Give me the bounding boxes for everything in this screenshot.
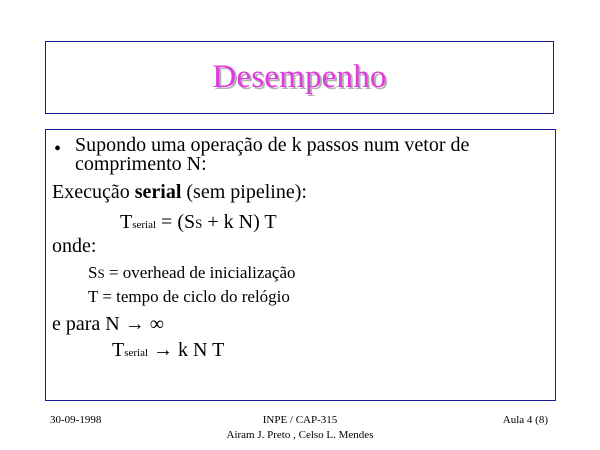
- ss-text: = overhead de inicialização: [104, 263, 296, 282]
- exec-serial-line: [52, 182, 307, 202]
- formula2-rest: → k N T: [148, 339, 225, 361]
- content-box: [45, 129, 556, 401]
- exec-suffix: (sem pipeline):: [181, 181, 307, 203]
- footer-center-line2: Airam J. Preto , Celso L. Mendes: [226, 429, 374, 441]
- title-box: [45, 41, 554, 114]
- formula-sub-serial: serial: [132, 219, 157, 231]
- ss-sub: S: [97, 266, 105, 281]
- formula-serial: [120, 212, 277, 235]
- formula-T: T: [120, 211, 133, 233]
- ss-definition: [88, 264, 296, 283]
- formula-eq: = (S: [156, 211, 196, 233]
- footer-page: Aula 4 (8): [502, 414, 548, 426]
- t-definition: T = tempo de ciclo do relógio: [88, 287, 290, 306]
- formula-s-sub: S: [195, 216, 203, 231]
- formula2-sub-serial: serial: [124, 347, 149, 359]
- formula-rest: + k N) T: [202, 211, 277, 233]
- slide-title: Desempenho: [212, 59, 387, 95]
- footer-center-line1: INPE / CAP-315: [262, 414, 338, 426]
- formula-limit: [112, 340, 224, 363]
- onde-label: onde:: [52, 235, 97, 257]
- limit-line: e para N → ∞: [52, 313, 164, 335]
- footer-date: 30-09-1998: [50, 414, 102, 426]
- exec-bold: serial: [134, 181, 182, 203]
- bullet-icon: •: [54, 138, 62, 160]
- bullet-text-line2: comprimento N:: [75, 153, 207, 175]
- bullet-text-line1: Supondo uma operação de k passos num vetor de: [75, 134, 470, 156]
- ss-S: S: [88, 263, 98, 282]
- exec-prefix: Execução: [52, 181, 135, 203]
- formula2-T: T: [112, 339, 125, 361]
